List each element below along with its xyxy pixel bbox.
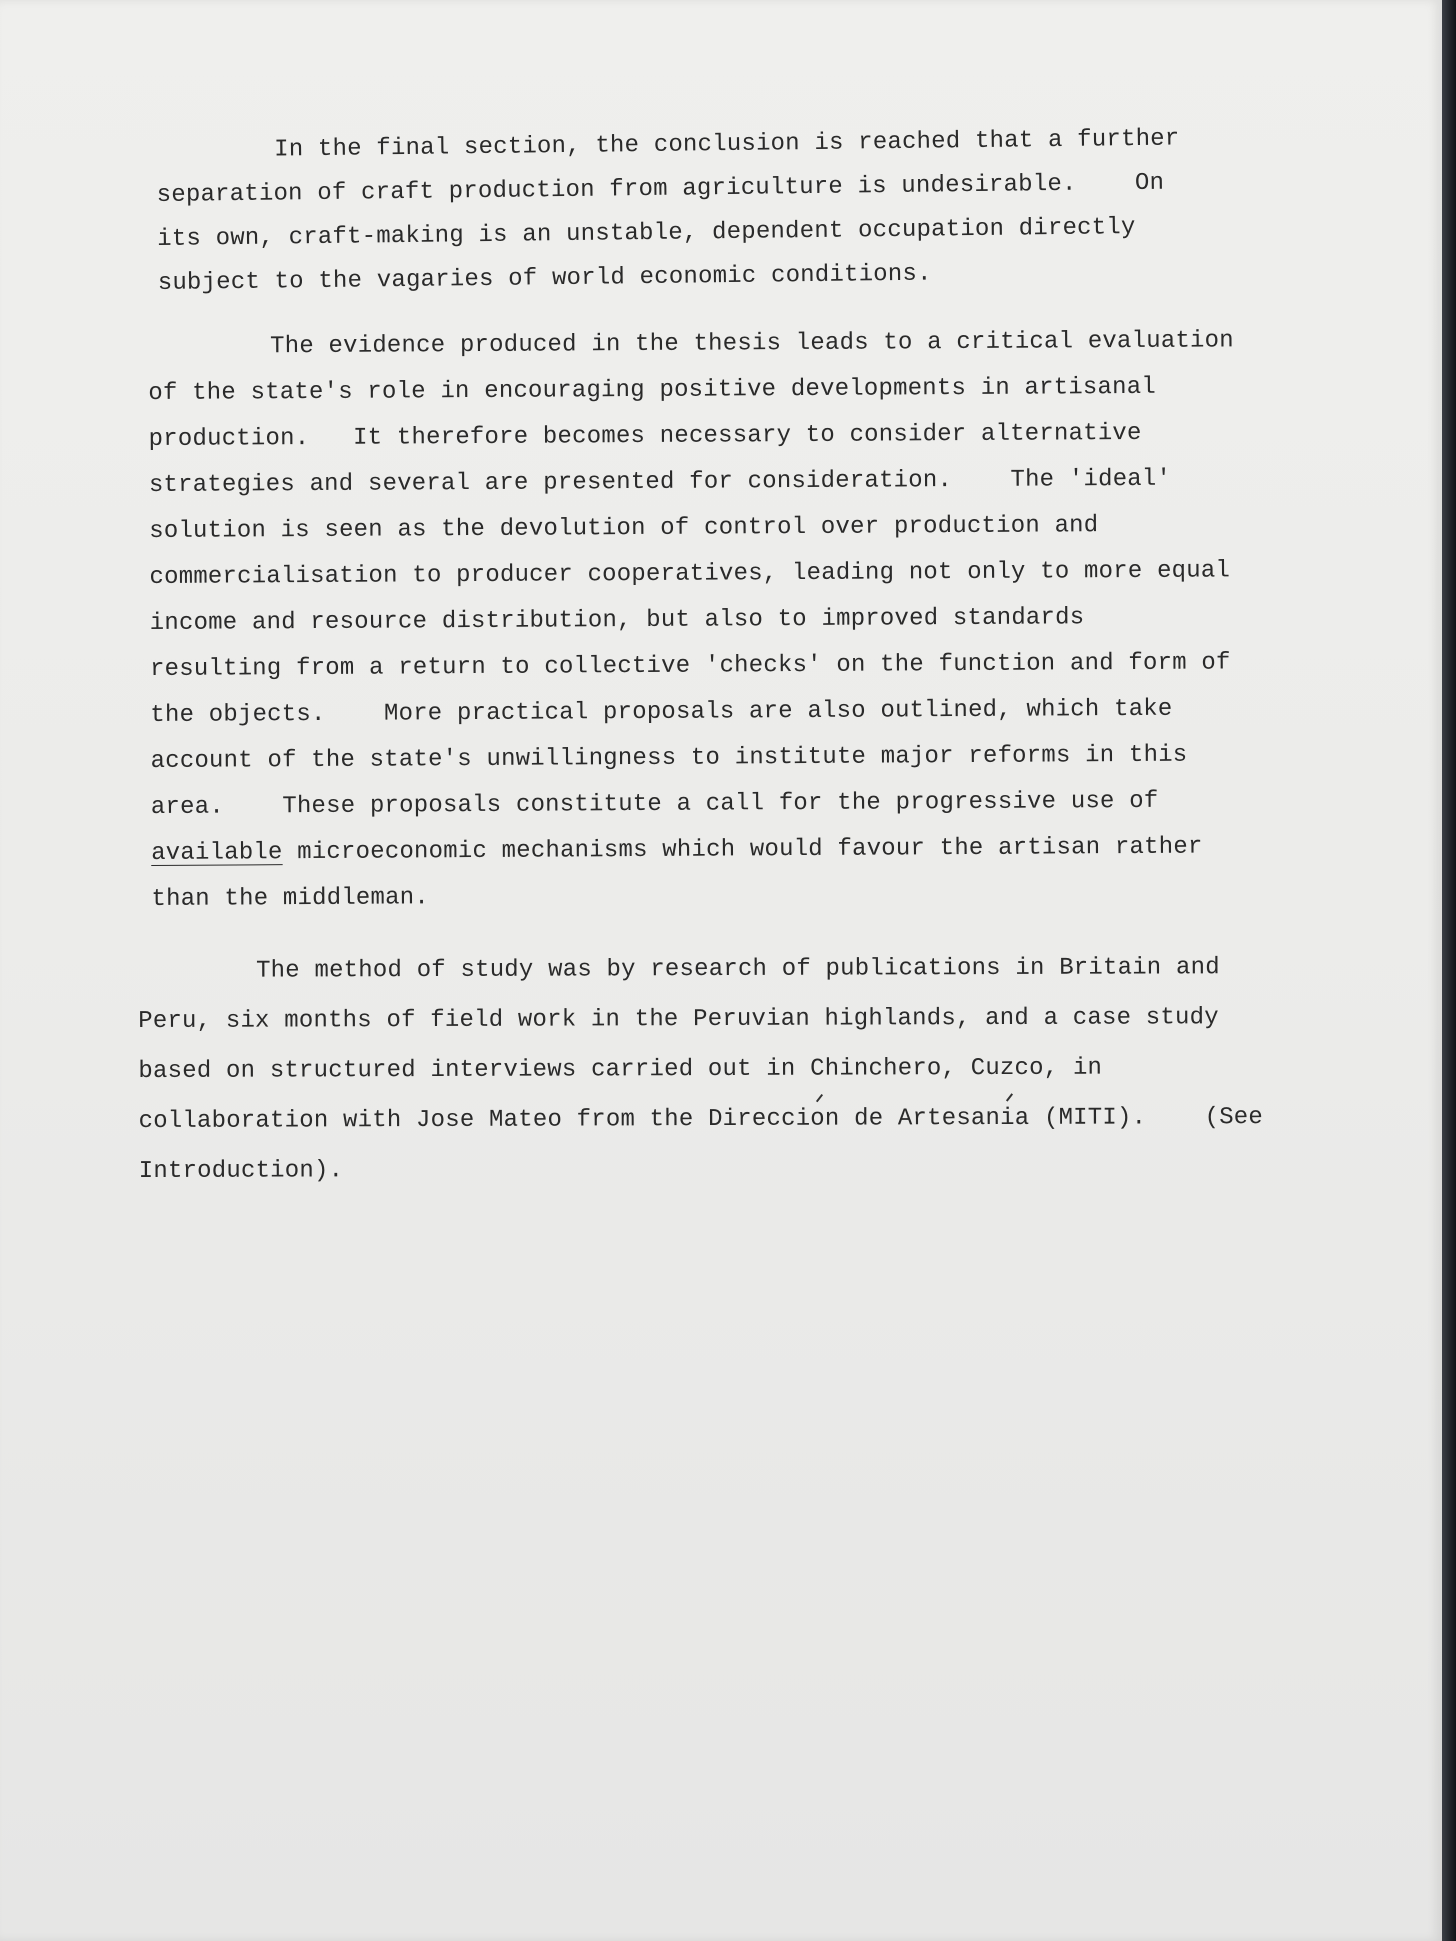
text-line: its own, craft-making is an unstable, dependent occupation directly [157,214,1136,253]
paragraph-evidence [148,327,1237,932]
paragraph-method [138,954,1263,1208]
text-line-accented [139,1104,1264,1158]
text-fragment: microeconomic mechanisms which would favour the artisan rather [282,833,1203,867]
text-line: account of the state's unwillingness to institute major reforms in this [150,741,1188,775]
text-line: The evidence produced in the thesis leads to a critical evaluation [269,327,1234,361]
text-line: strategies and several are presented for consideration. The 'ideal' [148,465,1172,499]
text-line: based on structured interviews carried out in Chinchero, Cuzco, in [138,1054,1103,1085]
text-line-underlined [151,833,1237,886]
text-line: area. These proposals constitute a call for the progressive use of [150,787,1159,821]
text-line: In the final section, the conclusion is reached that a further [273,125,1180,164]
text-line: The method of study was by research of publications in Britain and [255,954,1220,985]
paragraph-conclusion [156,125,1181,313]
text-line: income and resource distribution, but also to improved standards [149,604,1085,637]
underlined-word: available [151,839,283,867]
text-line: subject to the vagaries of world economic conditions. [157,260,932,297]
page-edge-shadow [1442,0,1456,1941]
accented-letter: i [1000,1104,1015,1132]
text-line: commercialisation to producer cooperatives, leading not only to more equal [149,557,1231,591]
text-line: Introduction). [138,1157,344,1185]
text-line: production. It therefore becomes necessary to consider alternative [148,419,1142,453]
text-line: Peru, six months of field work in the Peruvian highlands, and a case study [138,1004,1219,1035]
text-fragment: n de Artesan [824,1104,1001,1133]
text-line: than the middleman. [151,884,429,913]
text-line: solution is seen as the devolution of control over production and [149,512,1099,545]
text-line: separation of craft production from agriculture is undesirable. On [156,169,1165,209]
text-line: resulting from a return to collective 'checks' on the function and form of [149,649,1231,683]
text-line: the objects. More practical proposals are also outlined, which take [150,695,1173,729]
text-line: of the state's role in encouraging positive developments in artisanal [148,373,1156,407]
text-fragment: a (MITI). (See [1014,1104,1264,1132]
text-fragment: collaboration with Jose Mateo from the Direcci [138,1105,811,1135]
accented-letter: o [810,1105,825,1133]
